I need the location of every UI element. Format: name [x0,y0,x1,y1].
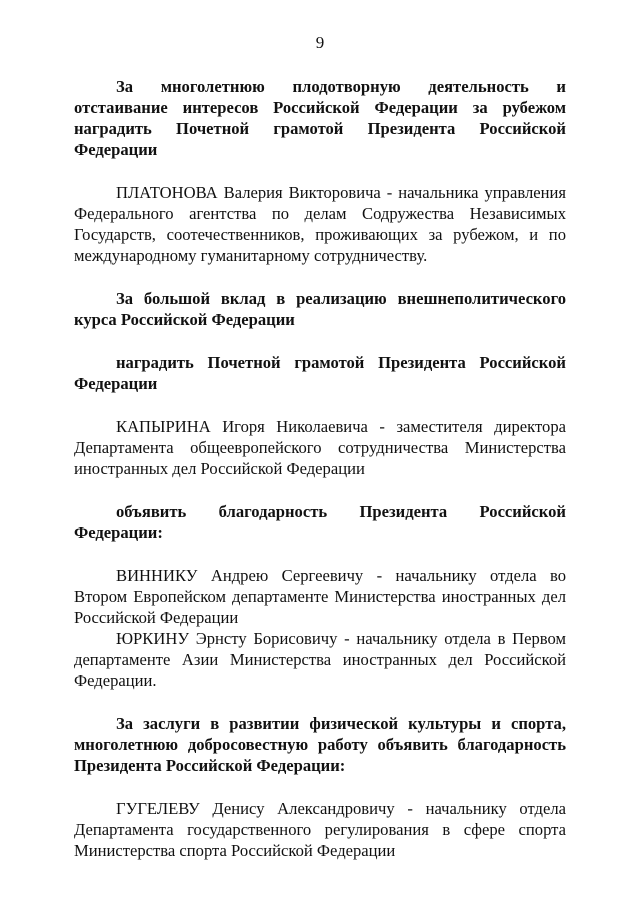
document-body [74,76,566,861]
section-1-heading: За многолетнюю плодотворную деятельность и отстаивание интересов Российской Федерации за рубежом наградить Почетной грамотой Президента Российской Федерации [74,77,566,159]
award-entry-platonov: ПЛАТОНОВА Валерия Викторовича - начальника управления Федерального агентства по делам Содружества Независимых Государств, соотечественников, проживающих за рубежом, и по международному гуманитарному сотрудничеству. [74,183,566,265]
section-2-subheading-gratitude: объявить благодарность Президента Российской Федерации: [74,502,566,542]
award-entry-kapyrin: КАПЫРИНА Игоря Николаевича - заместителя директора Департамента общеевропейского сотрудничества Министерства иностранных дел Российской Федерации [74,417,566,478]
page-number: 9 [315,33,325,52]
section-2-heading: За большой вклад в реализацию внешнеполитического курса Российской Федерации [74,289,566,329]
award-entry-vinnik: ВИННИКУ Андрею Сергеевичу - начальнику отдела во Втором Европейском департаменте Министерства иностранных дел Российской Федерации [74,566,566,627]
section-2-subheading-certificate: наградить Почетной грамотой Президента Российской Федерации [74,353,566,393]
award-entry-yurkin: ЮРКИНУ Эрнсту Борисовичу - начальнику отдела в Первом департаменте Азии Министерства иностранных дел Российской Федерации. [74,629,566,690]
award-entry-gugelev: ГУГЕЛЕВУ Денису Александровичу - начальнику отдела Департамента государственного регулирования в сфере спорта Министерства спорта Российской Федерации [74,799,566,860]
section-3-heading: За заслуги в развитии физической культуры и спорта, многолетнюю добросовестную работу объявить благодарность Президента Российской Федерации: [74,714,566,775]
